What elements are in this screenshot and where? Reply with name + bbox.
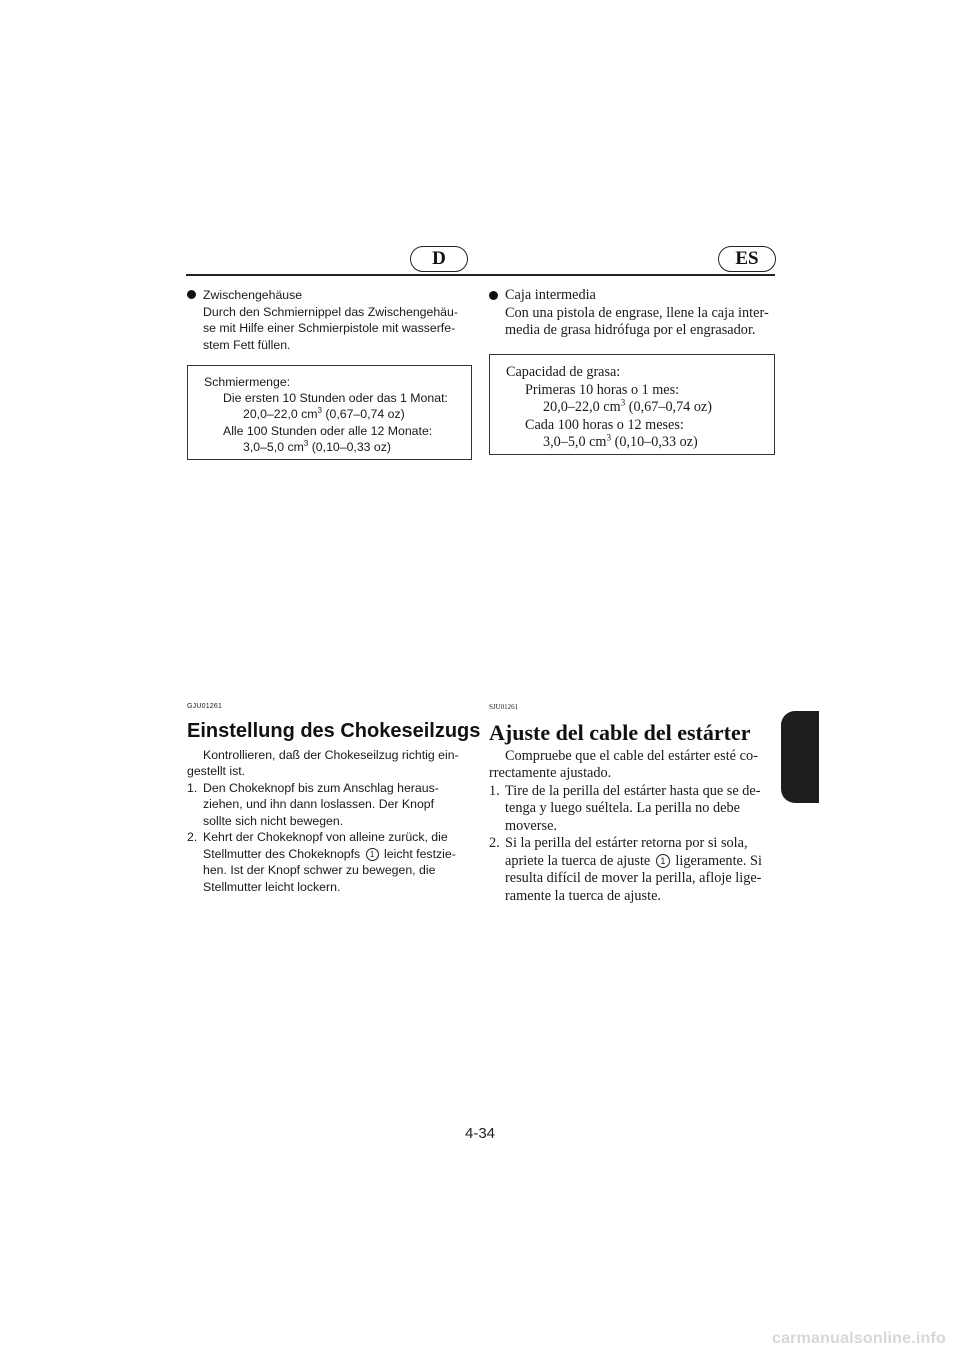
step-line: sollte sich nicht bewegen.: [203, 813, 344, 828]
de-spec-second-period: Alle 100 Stunden oder alle 12 Monate:: [223, 423, 433, 438]
de-section-code: GJU01261: [187, 703, 223, 710]
step-text: Stellmutter des Chokeknopfs: [203, 846, 364, 861]
de-intro-line: Kontrollieren, daß der Chokeseilzug richtig ein-: [203, 747, 459, 762]
de-section-heading: Einstellung des Chokeseilzugs: [187, 719, 481, 742]
de-spec-first-period: Die ersten 10 Stunden oder das 1 Monat:: [223, 391, 448, 406]
step-line: Stellmutter leicht lockern.: [203, 879, 341, 894]
step-line: hen. Ist der Knopf schwer zu bewegen, die: [203, 863, 436, 877]
de-choke-section: [187, 699, 481, 895]
step-line: resulta difícil de mover la perilla, afloje lige-: [505, 870, 762, 886]
de-bullet-item: [187, 287, 472, 353]
step-number: 2.: [489, 835, 500, 851]
superscript: 3: [303, 438, 309, 448]
de-spec-label: Schmiermenge:: [204, 375, 291, 389]
es-section-heading: Ajuste del cable del estárter: [489, 719, 751, 745]
de-bullet-line: Durch den Schmiernippel das Zwischengehäu-: [203, 304, 458, 319]
de-bullet-line: stem Fett füllen.: [203, 337, 291, 352]
es-step-1: [489, 783, 775, 836]
step-number: 1.: [187, 780, 198, 795]
superscript: 3: [606, 432, 612, 443]
es-intro-line: Compruebe que el cable del estárter esté co-: [505, 747, 758, 764]
value-text: (0,10–0,33 oz): [611, 434, 698, 451]
watermark: carmanualsonline.info: [771, 1330, 946, 1347]
bullet-icon: [187, 290, 196, 299]
step-line: Kehrt der Chokeknopf von alleine zurück, die: [203, 830, 448, 844]
de-bullet-line: se mit Hilfe einer Schmierpistole mit wasserfe-: [203, 321, 456, 335]
de-intro-line: gestellt ist.: [187, 764, 246, 778]
step-text: apriete la tuerca de ajuste: [505, 852, 654, 869]
step-number: 2.: [187, 830, 198, 844]
superscript: 3: [620, 397, 626, 408]
step-text: ligeramente. Si: [671, 852, 762, 869]
step-line: ramente la tuerca de ajuste.: [505, 887, 661, 904]
es-spec-label: Capacidad de grasa:: [506, 364, 621, 380]
es-step-2: [489, 835, 775, 905]
value-text: (0,67–0,74 oz): [321, 407, 405, 422]
es-bullet-title: Caja intermedia: [505, 287, 596, 303]
es-spec-second-period: Cada 100 horas o 12 meses:: [525, 416, 684, 433]
es-section-code: SJU01261: [489, 703, 519, 711]
step-number: 1.: [489, 782, 500, 799]
language-badge-label: D: [432, 248, 446, 269]
step-line: Si la perilla del estárter retorna por si sola,: [505, 835, 748, 851]
language-badge-de: [410, 246, 468, 272]
step-line: [505, 853, 775, 871]
language-badge-es: [718, 246, 776, 272]
step-line: Tire de la perilla del estárter hasta que se de-: [505, 782, 761, 799]
value-text: 3,0–5,0 cm: [243, 439, 304, 454]
de-bullet-title: Zwischengehäuse: [203, 288, 303, 302]
value-text: 20,0–22,0 cm: [243, 407, 318, 422]
de-spec-second-value: [204, 439, 471, 455]
de-step-2: [187, 829, 472, 895]
es-bullet-line: Con una pistola de engrase, llene la caja inter-: [505, 304, 769, 321]
bullet-icon: [489, 291, 498, 300]
es-bullet-section: [489, 287, 775, 340]
page-number: 4-34: [464, 1125, 496, 1142]
es-bullet-item: [489, 287, 775, 340]
chapter-side-tab: [781, 711, 819, 803]
value-text: 20,0–22,0 cm: [543, 399, 621, 416]
value-text: (0,10–0,33 oz): [308, 439, 392, 454]
de-spec-first-value: [204, 406, 471, 422]
es-spec-first-period: Primeras 10 horas o 1 mes:: [525, 381, 680, 398]
step-line: ziehen, und ihn dann loslassen. Der Knopf: [203, 797, 435, 811]
es-spec-box: [489, 354, 775, 455]
step-text: leicht festzie-: [380, 846, 456, 861]
callout-number-icon: 1: [366, 848, 379, 861]
de-spec-box: [187, 365, 472, 460]
value-text: 3,0–5,0 cm: [543, 434, 607, 451]
header-rule: [186, 274, 775, 276]
es-spec-first-value: [506, 399, 774, 417]
superscript: 3: [317, 406, 322, 416]
es-spec-second-value: [506, 434, 774, 452]
language-badge-label: ES: [735, 248, 759, 269]
de-step-1: [187, 780, 472, 830]
es-choke-section: [489, 699, 775, 905]
de-bullet-section: [187, 287, 472, 353]
step-line: [203, 846, 472, 863]
step-line: moverse.: [505, 817, 558, 834]
callout-number-icon: 1: [656, 854, 670, 868]
step-line: Den Chokeknopf bis zum Anschlag heraus-: [203, 780, 439, 795]
es-intro-line: rrectamente ajustado.: [489, 765, 612, 781]
value-text: (0,67–0,74 oz): [625, 399, 712, 416]
step-line: tenga y luego suéltela. La perilla no debe: [505, 800, 741, 816]
es-bullet-line: media de grasa hidrófuga por el engrasador.: [505, 322, 756, 338]
